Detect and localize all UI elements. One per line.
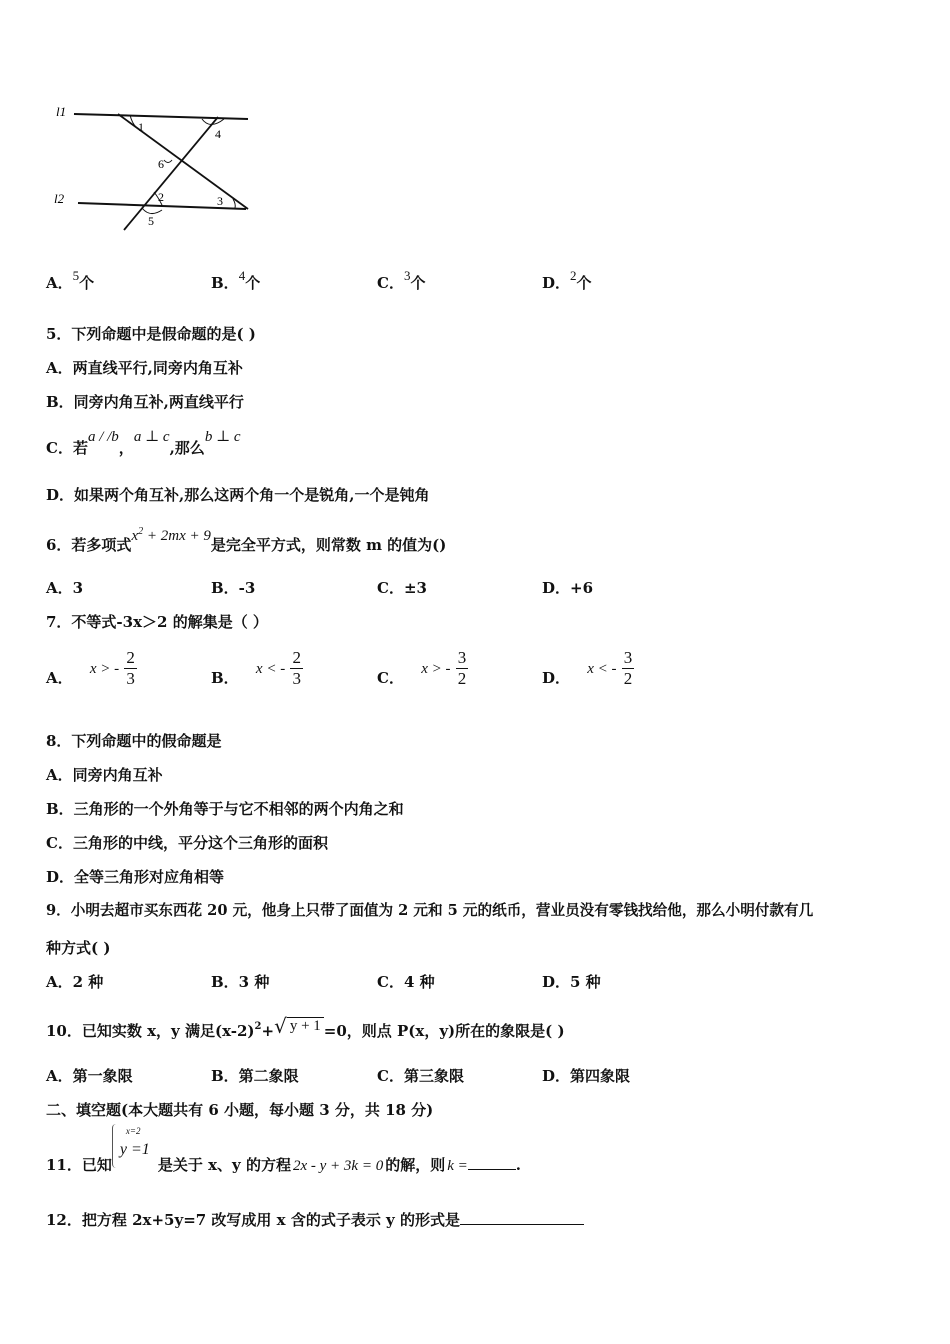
q8-option-b: B．三角形的一个外角等于与它不相邻的两个内角之和 [46,800,404,818]
angle-arc-5 [142,208,162,214]
equation-system: x=2 y =1 [112,1150,158,1170]
q7-c-fraction: $\frac{3}{2}$ [457,648,467,688]
q6-option-c: C．±3 [377,579,427,597]
q7-option-c: C． x > - $\frac{3}{2}$ [377,648,467,688]
q5-option-d: D．如果两个角互补,那么这两个角一个是锐角,一个是钝角 [46,486,430,504]
label-l2: l2 [54,191,65,206]
label-angle-2: 2 [158,190,164,204]
q10-option-b: B．第二象限 [211,1067,299,1085]
q10-option-d: D．第四象限 [542,1067,631,1085]
q7-d-fraction: $\frac{3}{2}$ [623,648,633,688]
system-brace [112,1124,119,1168]
q7-stem: 7．不等式-3x＞2 的解集是（ ） [46,613,268,631]
q6-option-d: D．+6 [542,579,594,597]
q4-option-c: C．3个 [377,268,426,292]
q11-stem: 11．已知 x=2 y =1 是关于 x、y 的方程 2x - y + 3k = 0 的解，则 k = . [46,1126,521,1174]
q9-stem-line2: 种方式( ) [46,939,111,957]
label-angle-6: 6 [158,157,164,171]
label-angle-3: 3 [217,194,223,208]
q5-option-b: B．同旁内角互补,两直线平行 [46,393,244,411]
q7-option-b: B． x < - $\frac{2}{3}$ [211,648,301,688]
q4-option-a: A．5个 [46,268,95,292]
sqrt-sign: √ [274,1014,287,1038]
q8-stem: 8．下列命题中的假命题是 [46,732,222,750]
q7-a-fraction: $\frac{2}{3}$ [126,648,135,688]
q7-option-d: D． x < - $\frac{3}{2}$ [542,648,633,688]
line-l1 [74,114,248,119]
label-angle-1: 1 [138,120,144,134]
q12-stem: 12．把方程 2x+5y=7 改写成用 x 含的式子表示 y 的形式是 [46,1210,584,1230]
q5-option-a: A．两直线平行,同旁内角互补 [46,359,243,377]
q6-stem: 6．若多项式$x^2 + 2mx + 9$是完全平方式，则常数 m 的值为() [46,526,447,554]
q6-option-b: B．-3 [211,579,256,597]
q8-option-c: C．三角形的中线，平分这个三角形的面积 [46,834,328,852]
section-2-heading: 二、填空题(本大题共有 6 小题，每小题 3 分，共 18 分) [46,1101,434,1119]
label-angle-5: 5 [148,214,154,228]
q10-option-a: A．第一象限 [46,1067,133,1085]
label-l1: l1 [56,104,67,119]
parallel-lines-figure [50,100,260,235]
q12-answer-blank[interactable] [460,1210,584,1225]
q10-stem: 10．已知实数 x，y 满足$(x-2)^2+√$ y + 1 =0，则点 P(x，y)所在的象限是( ) [46,1014,565,1040]
q5-stem: 5．下列命题中是假命题的是( ) [46,325,256,343]
q5-option-c: C．若a / /b，a ⊥ c,那么b ⊥ c [46,429,241,457]
q9-option-b: B．3 种 [211,973,270,991]
q4-option-b: B．4个 [211,268,261,292]
q7-b-fraction: $\frac{2}{3}$ [292,648,301,688]
q4-option-d: D．2个 [542,268,592,292]
q6-option-a: A．3 [46,579,84,597]
angle-arc-6 [164,160,172,163]
q8-option-a: A．同旁内角互补 [46,766,163,784]
q10-option-c: C．第三象限 [377,1067,464,1085]
label-angle-4: 4 [215,127,221,141]
q11-answer-blank[interactable] [468,1155,516,1170]
q8-option-d: D．全等三角形对应角相等 [46,868,225,886]
q9-option-a: A．2 种 [46,973,104,991]
q9-option-d: D．5 种 [542,973,601,991]
q9-option-c: C．4 种 [377,973,435,991]
q7-option-a: A． x > - $\frac{2}{3}$ [46,648,135,688]
q9-stem-line1: 9．小明去超市买东西花 20 元，他身上只带了面值为 2 元和 5 元的纸币，营业员没有零钱找给他，那么小明付款有几 [46,902,814,919]
